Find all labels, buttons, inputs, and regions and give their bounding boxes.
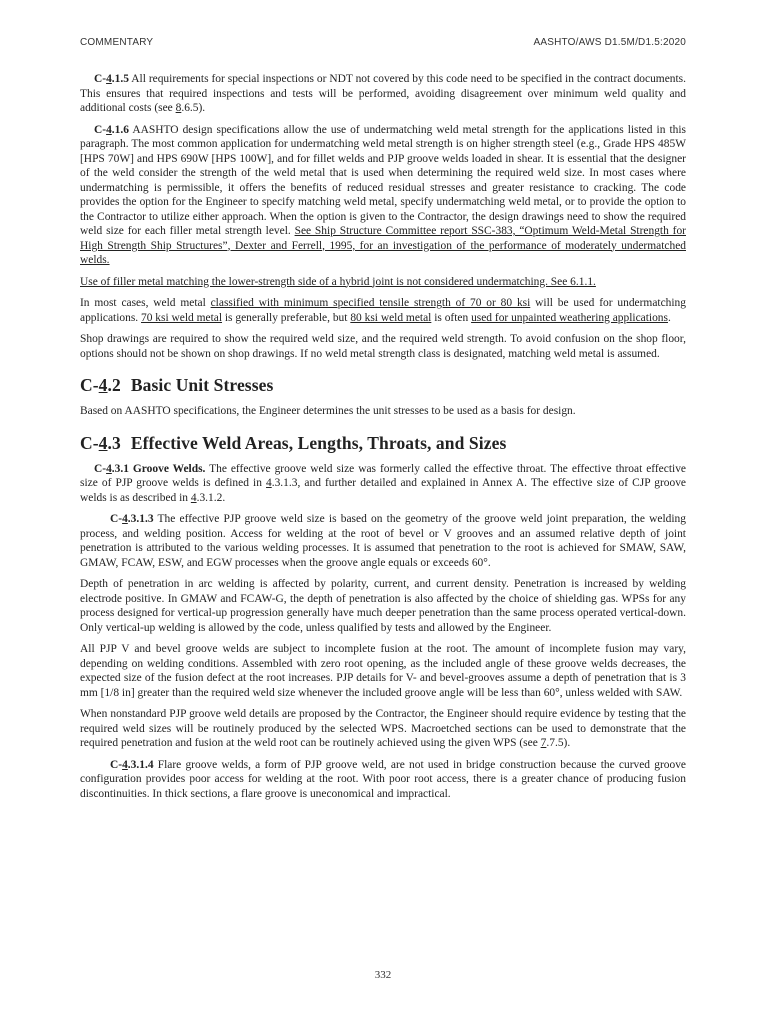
paragraph-nonstandard-details: When nonstandard PJP groove weld details are proposed by the Contractor, the Engineer should require evidence by testing that the required weld sizes will be routinely produced by the selected WPS. Macroetched sections can be used to demonstrate that the required penetration and fusion at the weld root can be routinely achieved using the given WPS (see 7.7.5). <box>80 708 686 749</box>
clause-number: C-4.3.1 Groove Welds. <box>94 462 206 475</box>
underlined-revision: Use of filler metal matching the lower-strength side of a hybrid joint is not considered undermatching. See 6.1.1. <box>80 275 596 288</box>
clause-number: C-4.1.6 <box>94 123 129 136</box>
heading-c-4-2: C-4.2 Basic Unit Stresses <box>80 375 274 395</box>
paragraph-c-4-1-6: C-4.1.6 AASHTO design specifications allow the use of undermatching weld metal strength for the applications listed in this paragraph. The most common application for undermatching weld metal strength is on higher strength steel (e.g., Grade HPS 485W [HPS 70W] and HPS 690W [HPS 100W], and for fillet welds and PJP groove welds loaded in shear. It is essential that the designer of the weld consider the strength of the weld metal that is used when determining the required weld size. In most cases where undermatching is permissible, it offers the benefits of reduced residual stresses and greater resistance to cracking. The code provides the option for the Engineer to specify matching weld metal, specify undermatching weld metal, or to provide the option to the Contractor to utilize either approach. When the option is given to the Contractor, the design drawings need to show the required weld size for each filler metal strength level. See Ship Structure Committee report SSC-383, “Optimum Weld-Metal Strength for High Strength Ship Structures”, Dexter and Ferrell, 1995, for an investigation of the performance of moderately undermatched welds. <box>80 123 686 266</box>
clause-number: C-4.3.1.3 <box>110 513 154 525</box>
paragraph-c-4-3-1-3: C-4.3.1.3 The effective PJP groove weld size is based on the geometry of the groove weld joint preparation, the welding process, and welding position. Access for welding at the root of bevel or V grooves and an assumed relative depth of joint penetration is attributed to the various welding processes. It is assumed that penetration to the root is achieved for SMAW, SAW, GMAW, FCAW, ESW, and EGW processes when the groove angle equals or exceeds 60°. <box>80 513 686 569</box>
header-section-label: COMMENTARY <box>80 37 154 48</box>
paragraph-incomplete-fusion: All PJP V and bevel groove welds are subject to incomplete fusion at the root. The amount of incomplete fusion may vary, depending on welding conditions. Assembled with zero root opening, as the included angle of these groove welds decreases, the expected size of the fusion defect at the root increases. PJP details for V- and bevel-grooves assume a depth of penetration that is 3 mm [1/8 in] greater than the required weld size whenever the included groove angle will be less than 60°, unless welded with SAW. <box>80 643 686 699</box>
paragraph-unit-stresses: Based on AASHTO specifications, the Engineer determines the unit stresses to be used as a basis for design. <box>80 405 576 417</box>
paragraph-hybrid-joint <box>80 275 686 290</box>
cross-reference: 8 <box>175 102 182 114</box>
page-number: 332 <box>374 969 392 981</box>
paragraph-depth-of-penetration: Depth of penetration in arc welding is affected by polarity, current, and current density. Penetration is increased by welding electrode positive. In GMAW and FCAW-G, the depth of penetration is also affected by the choice of shielding gas. WPSs for any process designed for vertical-up progression generally have much deeper penetration than the same process operated vertical-down. Only vertical-up welding is allowed by the code, unless qualified by tests and allowed by the Engineer. <box>80 578 686 634</box>
paragraph-weld-metal-classes: In most cases, weld metal classified with minimum specified tensile strength of 70 or 80 ksi will be used for undermatching applications. 70 ksi weld metal is generally preferable, but 80 ksi weld metal is often used for unpainted weathering applications. <box>80 297 686 324</box>
underlined-revision: See Ship Structure Committee report SSC-383, “Optimum Weld-Metal Strength for High Strength Ship Structures”, Dexter and Ferrell, 1995, for an investigation of the performance of moderately undermatched welds. <box>80 225 686 266</box>
paragraph-c-4-3-1-4: C-4.3.1.4 Flare groove welds, a form of PJP groove weld, are not used in bridge construction because the curved groove configuration provides poor access for welding at the root. With poor root access, there is a greater chance of producing fusion discontinuities. In thick sections, a flare groove is uneconomical and impractical. <box>80 758 686 800</box>
document-body <box>80 72 686 808</box>
header-document-id: AASHTO/AWS D1.5M/D1.5:2020 <box>533 37 686 48</box>
clause-number: C-4.1.5 <box>94 73 129 85</box>
clause-number: C-4.3.1.4 <box>110 758 154 771</box>
document-page <box>80 0 686 1024</box>
heading-c-4-3: C-4.3 Effective Weld Areas, Lengths, Throats, and Sizes <box>80 432 507 453</box>
paragraph-c-4-3-1: C-4.3.1 Groove Welds. The effective groove weld size was formerly called the effective throat. The effective throat effective size of PJP groove welds is defined in 4.3.1.3, and further detailed and explained in Annex A. The effective size of CJP groove welds is as described in 4.3.1.2. <box>80 462 686 504</box>
paragraph-shop-drawings: Shop drawings are required to show the required weld size, and the required weld strength. To avoid confusion on the shop floor, options should not be shown on shop drawings. If no weld metal strength class is designated, matching weld metal is assumed. <box>80 333 686 360</box>
cross-reference: 7 <box>540 737 547 749</box>
paragraph-c-4-1-5: C-4.1.5 All requirements for special inspections or NDT not covered by this code need to be specified in the contract documents. This ensures that required inspections and tests will be performed, avoiding disagreement over minimum weld quality and additional costs (see 8.6.5). <box>80 73 686 114</box>
